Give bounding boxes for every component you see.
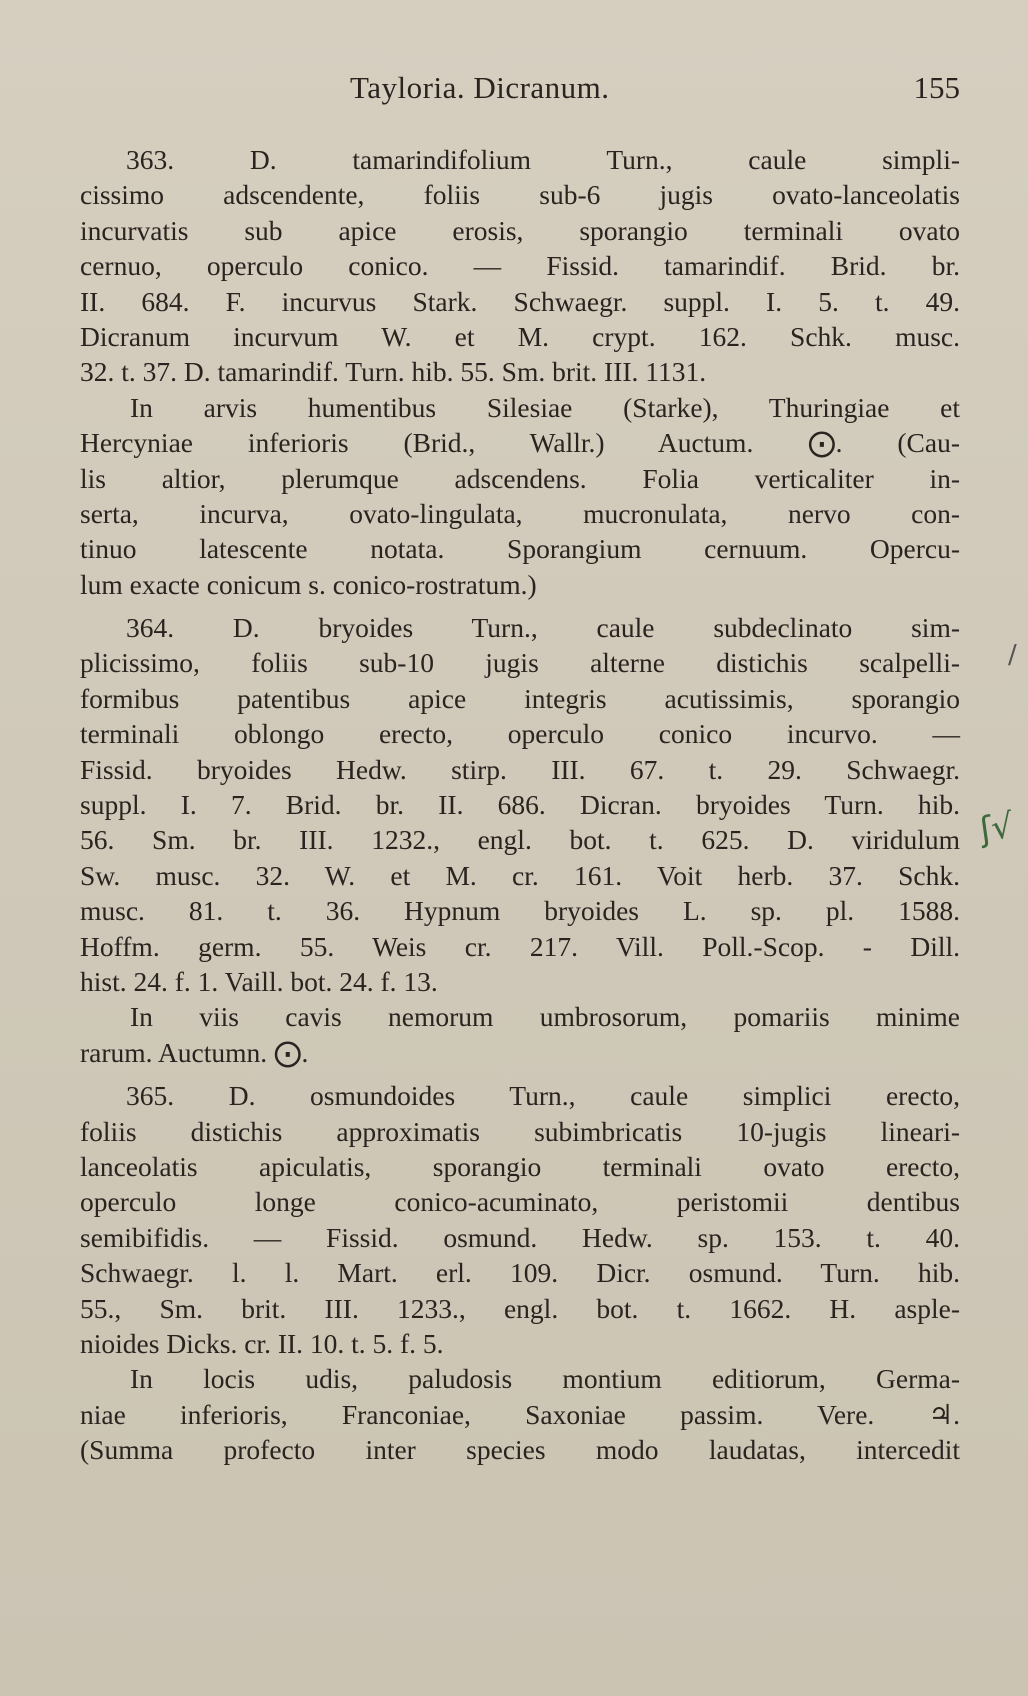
paragraph-gap — [80, 602, 960, 610]
text-line: incurvatis sub apice erosis, sporangio terminali ovato — [80, 214, 960, 246]
text-line: Sw. musc. 32. W. et M. cr. 161. Voit herb. 37. Schk. — [80, 859, 960, 891]
body-text — [80, 142, 960, 1467]
text-line: serta, incurva, ovato-lingulata, mucronulata, nervo con- — [80, 497, 960, 529]
text-line: musc. 81. t. 36. Hypnum bryoides L. sp. pl. 1588. — [80, 895, 960, 927]
text-line: lis altior, plerumque adscendens. Folia verticaliter in- — [80, 462, 960, 494]
paragraph-gap — [80, 1070, 960, 1078]
text-line: suppl. I. 7. Brid. br. II. 686. Dicran. bryoides Turn. hib. — [80, 789, 960, 821]
text-line: rarum. Auctumn. ⨀. — [80, 1036, 309, 1068]
text-line: semibifidis. — Fissid. osmund. Hedw. sp. 153. t. 40. — [80, 1221, 960, 1253]
text-line: In arvis humentibus Silesiae (Starke), Thuringiae et — [130, 391, 960, 423]
text-line: operculo longe conico-acuminato, peristomii dentibus — [80, 1186, 960, 1218]
text-line: formibus patentibus apice integris acutissimis, sporangio — [80, 682, 960, 714]
text-line: tinuo latescente notata. Sporangium cernuum. Opercu- — [80, 533, 960, 565]
text-line: terminali oblongo erecto, operculo conico incurvo. — — [80, 718, 960, 750]
text-line: 55., Sm. brit. III. 1233., engl. bot. t. 1662. H. asple- — [80, 1292, 960, 1324]
text-line: lanceolatis apiculatis, sporangio terminali ovato erecto, — [80, 1150, 960, 1182]
text-line: foliis distichis approximatis subimbricatis 10-jugis lineari- — [80, 1115, 960, 1147]
text-line: 364. D. bryoides Turn., caule subdeclinato sim- — [126, 612, 960, 644]
page-number: 155 — [913, 70, 960, 105]
text-line: 363. D. tamarindifolium Turn., caule simpli- — [126, 144, 960, 175]
text-line: II. 684. F. incurvus Stark. Schwaegr. suppl. I. 5. t. 49. — [80, 285, 960, 317]
text-line: Hercyniae inferioris (Brid., Wallr.) Auctum. ⨀. (Cau- — [80, 427, 960, 459]
margin-slash-mark: / — [1008, 640, 1017, 670]
text-line: hist. 24. f. 1. Vaill. bot. 24. f. 13. — [80, 965, 438, 997]
text-line: cernuo, operculo conico. — Fissid. tamarindif. Brid. br. — [80, 250, 960, 282]
running-head: Tayloria. Dicranum. — [350, 70, 610, 105]
margin-green-annotation: ʃ√ — [977, 805, 1016, 851]
text-line: In viis cavis nemorum umbrosorum, pomariis minime — [130, 1001, 960, 1033]
text-line: lum exacte conicum s. conico-rostratum.) — [80, 568, 537, 600]
text-line: Hoffm. germ. 55. Weis cr. 217. Vill. Poll.-Scop. - Dill. — [80, 930, 960, 962]
text-line: cissimo adscendente, foliis sub-6 jugis ovato-lanceolatis — [80, 179, 960, 211]
text-line: Schwaegr. l. l. Mart. erl. 109. Dicr. osmund. Turn. hib. — [80, 1257, 960, 1289]
text-line: In locis udis, paludosis montium editiorum, Germa- — [130, 1363, 960, 1395]
text-line: 56. Sm. br. III. 1232., engl. bot. t. 625. D. viridulum — [80, 824, 960, 856]
page-header — [80, 70, 960, 110]
text-line: Dicranum incurvum W. et M. crypt. 162. Schk. musc. — [80, 320, 960, 352]
text-line: niae inferioris, Franconiae, Saxoniae passim. Vere. ♃. — [80, 1398, 960, 1430]
text-line: 365. D. osmundoides Turn., caule simplici erecto, — [126, 1080, 960, 1112]
text-line: (Summa profecto inter species modo laudatas, intercedit — [80, 1434, 960, 1466]
text-line: Fissid. bryoides Hedw. stirp. III. 67. t. 29. Schwaegr. — [80, 753, 960, 785]
text-line: 32. t. 37. D. tamarindif. Turn. hib. 55. Sm. brit. III. 1131. — [80, 356, 707, 388]
text-line: nioides Dicks. cr. II. 10. t. 5. f. 5. — [80, 1327, 444, 1359]
text-line: plicissimo, foliis sub-10 jugis alterne distichis scalpelli- — [80, 647, 960, 679]
